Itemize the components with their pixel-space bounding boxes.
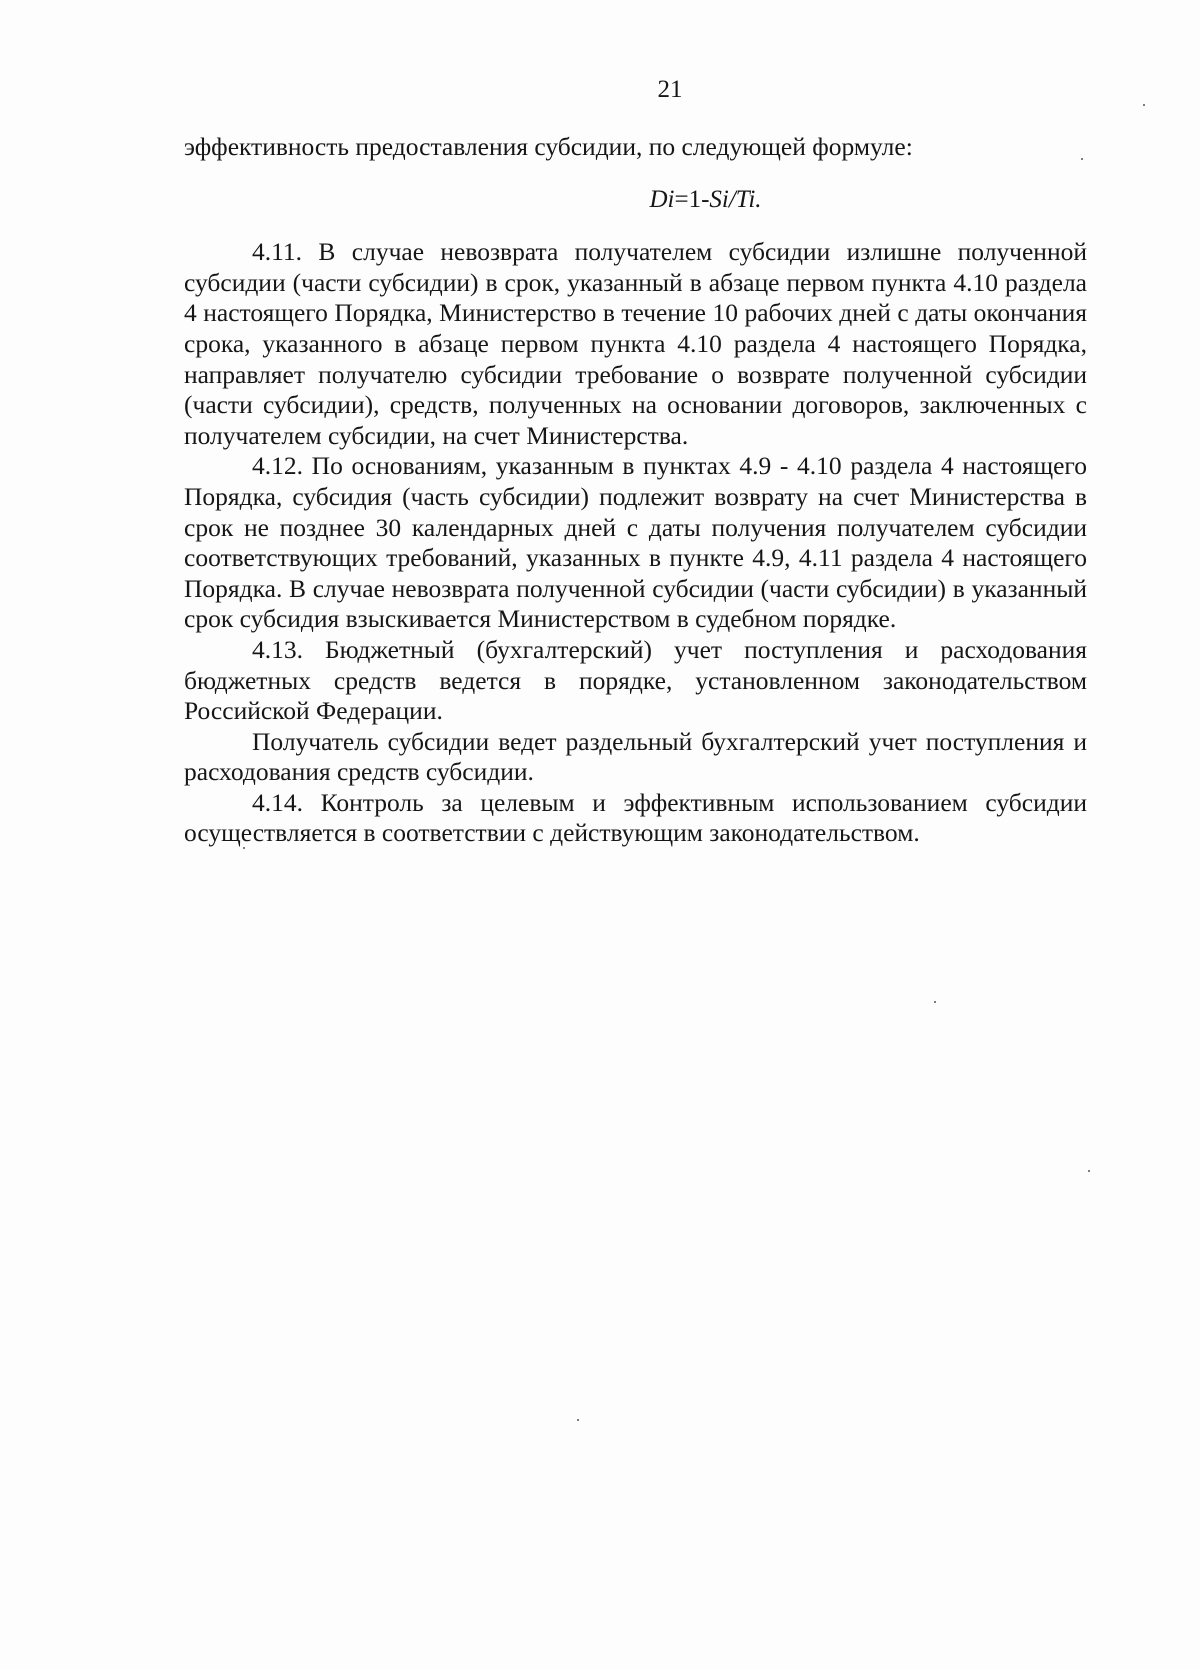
paragraph-4-11: 4.11. В случае невозврата получателем субсидии излишне полученной субсидии (части субсидии) в срок, указанный в абзаце первом пункта 4.10 раздела 4 настоящего Порядка, Министерство в течение 10 рабочих дней с даты окончания срока, указанного в абзаце первом пункта 4.10 раздела 4 настоящего Порядка, направляет получателю субсидии требование о возврате полученной субсидии (части субсидии), средств, полученных на основании договоров, заключенных с получателем субсидии, на счет Министерства. — [184, 237, 1087, 450]
scan-speck — [1088, 1170, 1090, 1172]
formula — [184, 185, 1087, 216]
intro-line: эффективность предоставления субсидии, по следующей формуле: — [184, 132, 913, 161]
scan-speck — [1143, 104, 1145, 106]
paragraph-4-14: 4.14. Контроль за целевым и эффективным использованием субсидии осуществляется в соответствии с действующим законодательством. — [184, 787, 1087, 848]
formula-slash: / — [728, 185, 736, 213]
scan-speck — [1081, 158, 1083, 160]
paragraph-separate-accounting: Получатель субсидии ведет раздельный бухгалтерский учет поступления и расходования средств субсидии. — [184, 726, 1087, 787]
paragraph-4-13: 4.13. Бюджетный (бухгалтерский) учет поступления и расходования бюджетных средств ведется в порядке, установленном законодательством Российской Федерации. — [184, 634, 1087, 726]
formula-si: Si — [709, 185, 729, 213]
document-body — [184, 132, 1087, 849]
paragraph-4-12: 4.12. По основаниям, указанным в пунктах 4.9 - 4.10 раздела 4 настоящего Порядка, субсидия (часть субсидии) подлежит возврату на счет Министерства в срок не позднее 30 календарных дней с даты получения получателем субсидии соответствующих требований, указанных в пункте 4.9, 4.11 раздела 4 настоящего Порядка. В случае невозврата полученной субсидии (части субсидии) в указанный срок субсидия взыскивается Министерством в судебном порядке. — [184, 451, 1087, 634]
formula-one-minus: 1- — [688, 185, 710, 213]
scan-speck — [243, 847, 245, 849]
formula-dot: . — [755, 185, 762, 213]
scan-speck — [934, 1001, 936, 1003]
page-number: 21 — [657, 76, 683, 103]
formula-lhs: Di — [649, 185, 675, 213]
formula-ti: Ti — [735, 185, 756, 213]
scan-speck — [577, 1419, 579, 1421]
formula-equals: = — [674, 185, 689, 213]
